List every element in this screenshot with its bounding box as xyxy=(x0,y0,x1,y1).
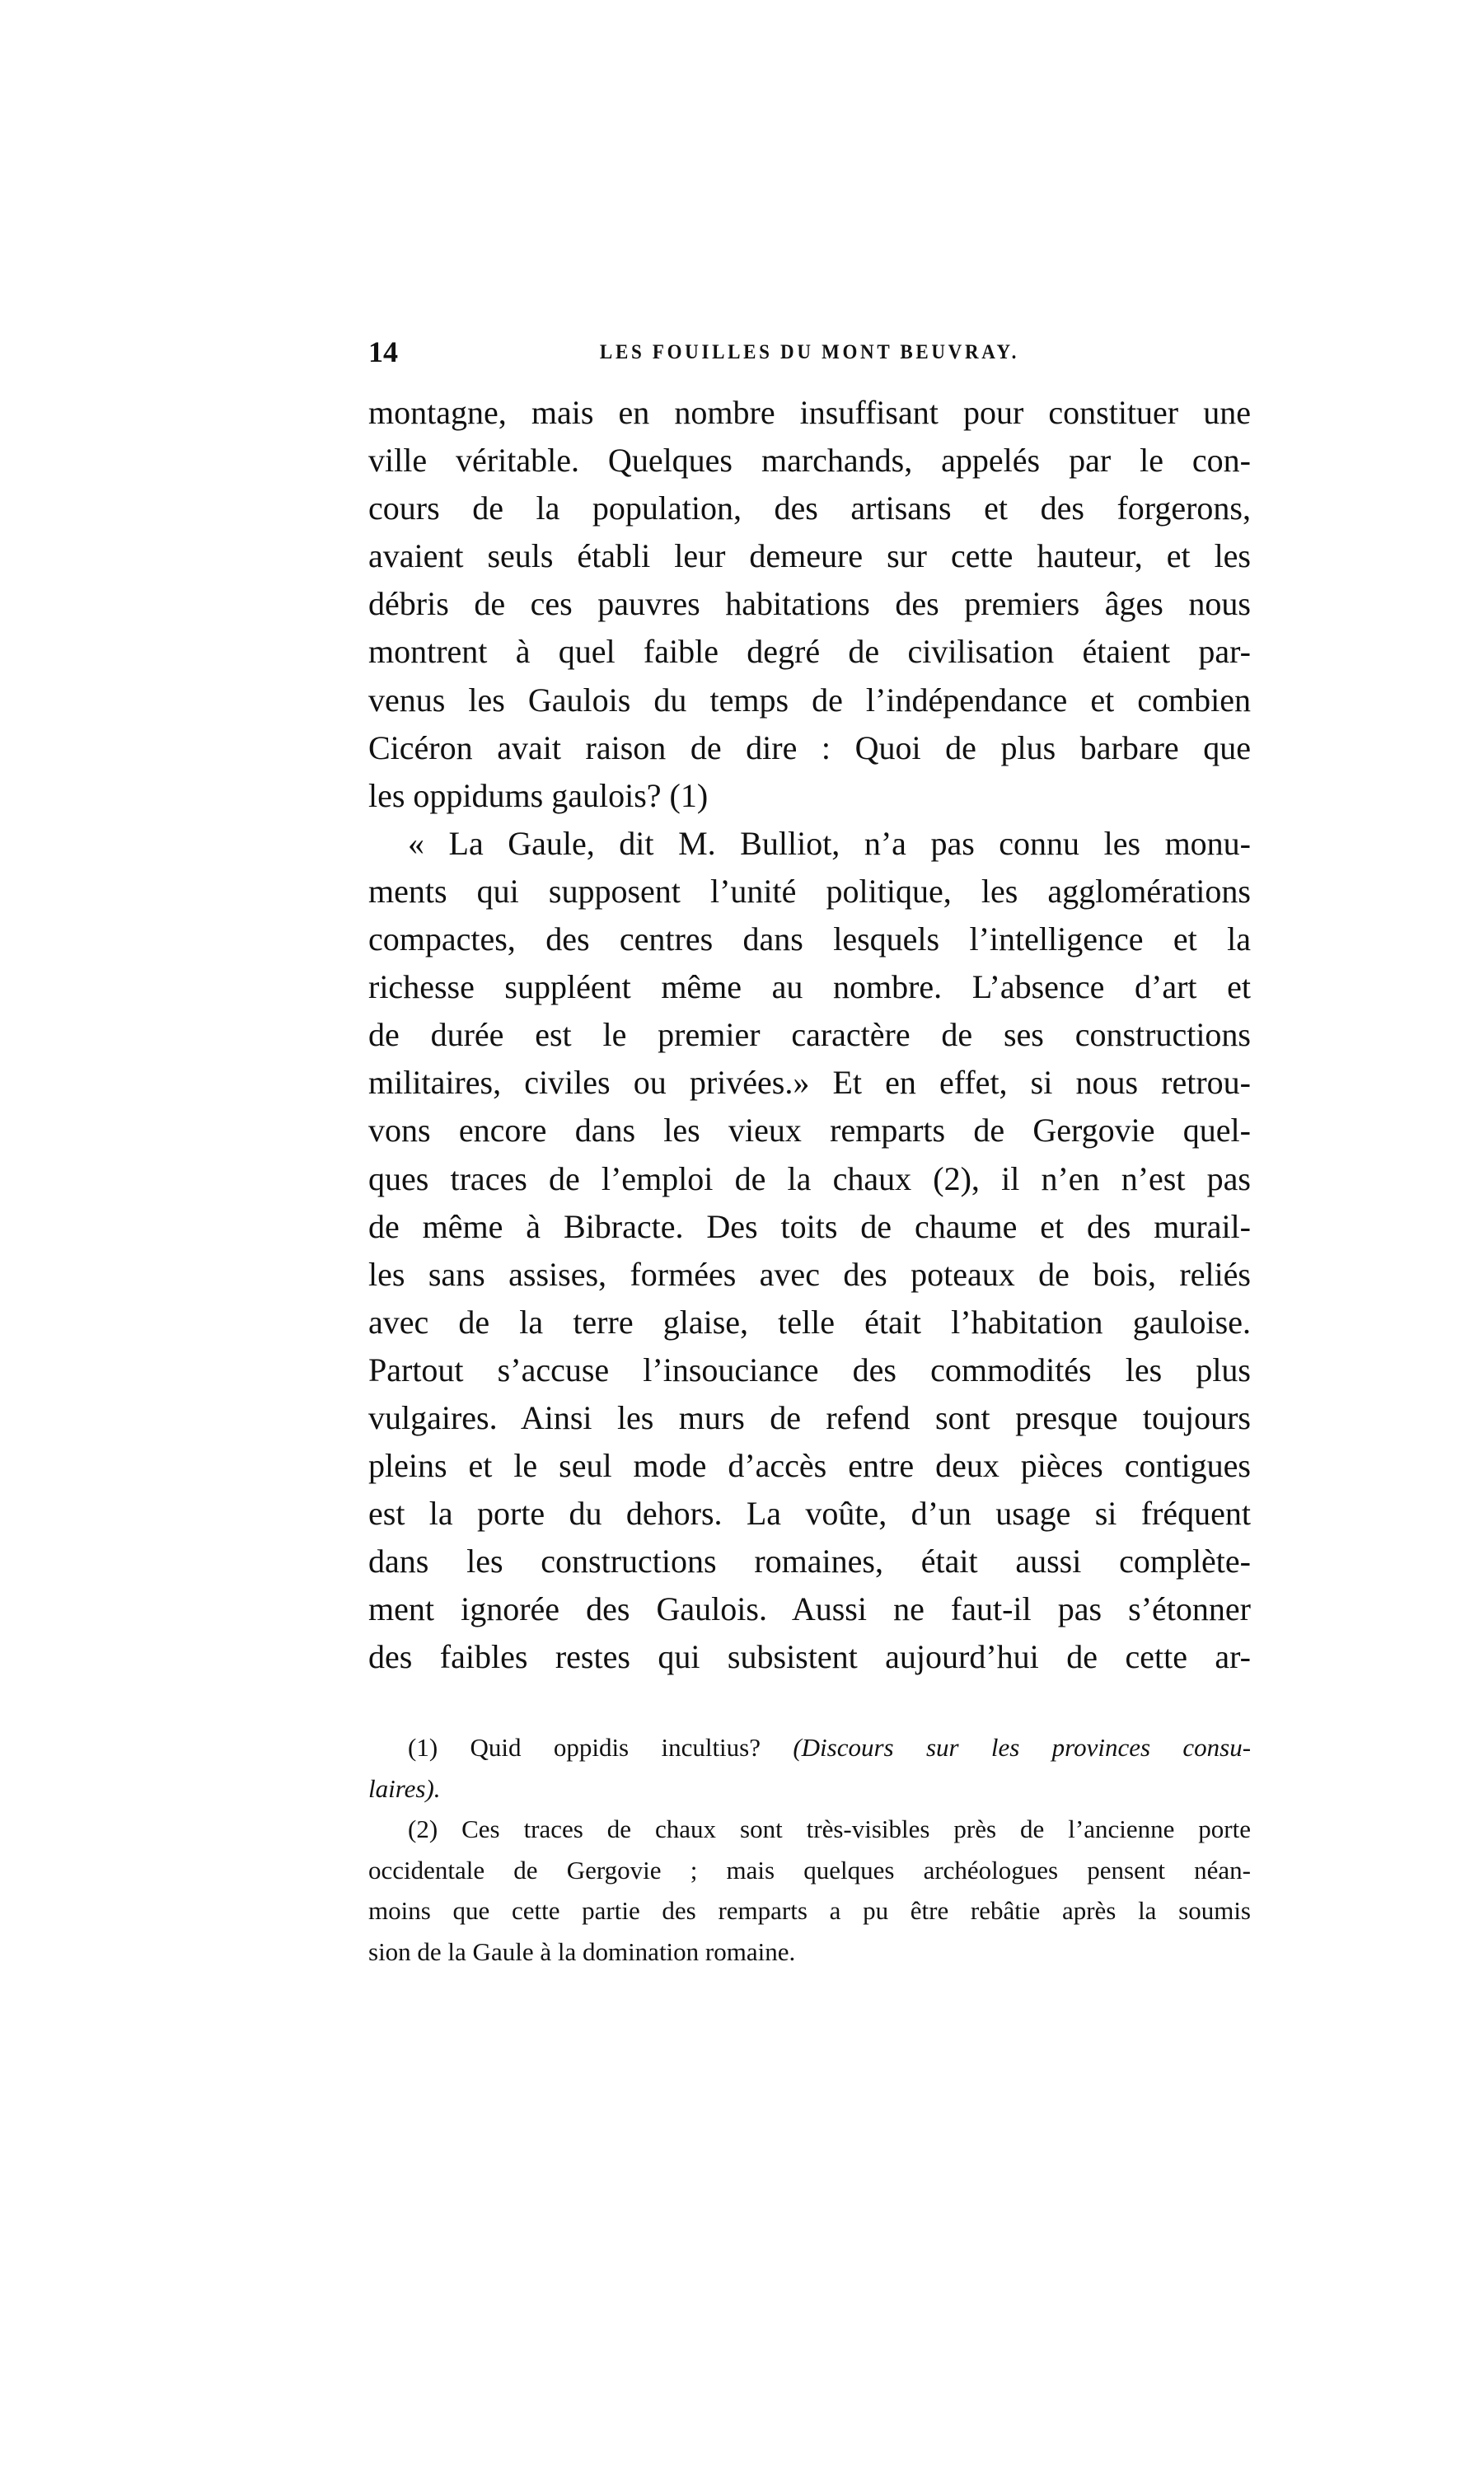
body-line: militaires, civiles ou privées.» Et en effet, si nous retrou- xyxy=(368,1064,1251,1102)
body-line: ville véritable. Quelques marchands, appelés par le con- xyxy=(368,442,1251,480)
footnote-2-line-end: sion de la Gaule à la domination romaine. xyxy=(368,1936,796,1966)
running-header xyxy=(368,333,1251,371)
body-line: avaient seuls établi leur demeure sur cette hauteur, et les xyxy=(368,537,1251,575)
body-line: de même à Bibracte. Des toits de chaume et des murail- xyxy=(368,1207,1251,1245)
body-line: vulgaires. Ainsi les murs de refend sont presque toujours xyxy=(368,1398,1251,1436)
footnote-1-citation-cont: laires). xyxy=(368,1773,441,1803)
body-line: montagne, mais en nombre insuffisant pour constituer une xyxy=(368,394,1251,431)
body-line: ments qui supposent l’unité politique, les agglomérations xyxy=(368,872,1251,910)
footnote-2-line: moins que cette partie des remparts a pu être rebâtie après la soumis xyxy=(368,1896,1251,1926)
body-line: les sans assises, formées avec des poteaux de bois, reliés xyxy=(368,1255,1251,1293)
body-line-paragraph-end: les oppidums gaulois? (1) xyxy=(368,776,709,814)
footnote-1-citation: (Discours sur les provinces consu- xyxy=(793,1733,1252,1762)
footnotes xyxy=(368,1727,1251,1973)
body-line: débris de ces pauvres habitations des premiers âges nous xyxy=(368,585,1251,623)
body-line: montrent à quel faible degré de civilisation étaient par- xyxy=(368,633,1251,671)
footnote-1-text: Quid oppidis incultius? xyxy=(470,1733,761,1762)
body-line: de durée est le premier caractère de ses constructions xyxy=(368,1016,1251,1054)
body-line: avec de la terre glaise, telle était l’habitation gauloise. xyxy=(368,1303,1251,1341)
body-line: Cicéron avait raison de dire : Quoi de plus barbare que xyxy=(368,728,1251,766)
body-line: venus les Gaulois du temps de l’indépendance et combien xyxy=(368,681,1251,719)
body-line: Partout s’accuse l’insouciance des commodités les plus xyxy=(368,1351,1251,1388)
footnote-2-line: (2) Ces traces de chaux sont très-visibles près de l’ancienne porte xyxy=(408,1814,1251,1844)
body-line: compactes, des centres dans lesquels l’intelligence et la xyxy=(368,920,1251,958)
body-line: cours de la population, des artisans et des forgerons, xyxy=(368,489,1251,527)
body-line: ques traces de l’emploi de la chaux (2), il n’en n’est pas xyxy=(368,1159,1251,1197)
page-number: 14 xyxy=(368,335,398,368)
running-title: LES FOUILLES DU MONT BEUVRAY. xyxy=(599,341,1020,363)
body-line: est la porte du dehors. La voûte, d’un usage si fréquent xyxy=(368,1495,1251,1533)
body-line: richesse suppléent même au nombre. L’absence d’art et xyxy=(368,968,1251,1006)
footnote-1-line xyxy=(368,1727,1251,1768)
body-line: dans les constructions romaines, était aussi complète- xyxy=(368,1543,1251,1580)
body-line-paragraph-start: « La Gaule, dit M. Bulliot, n’a pas connu les monu- xyxy=(408,824,1251,862)
body-line: pleins et le seul mode d’accès entre deux pièces contigues xyxy=(368,1447,1251,1485)
body-line: vons encore dans les vieux remparts de Gergovie quel- xyxy=(368,1112,1251,1150)
footnote-1-marker: (1) xyxy=(408,1733,438,1762)
footnote-2-line: occidentale de Gergovie ; mais quelques archéologues pensent néan- xyxy=(368,1855,1251,1885)
body-line: ment ignorée des Gaulois. Aussi ne faut-il pas s’étonner xyxy=(368,1590,1251,1628)
body-text xyxy=(368,389,1251,1682)
body-line: des faibles restes qui subsistent aujourd’hui de cette ar- xyxy=(368,1638,1251,1676)
